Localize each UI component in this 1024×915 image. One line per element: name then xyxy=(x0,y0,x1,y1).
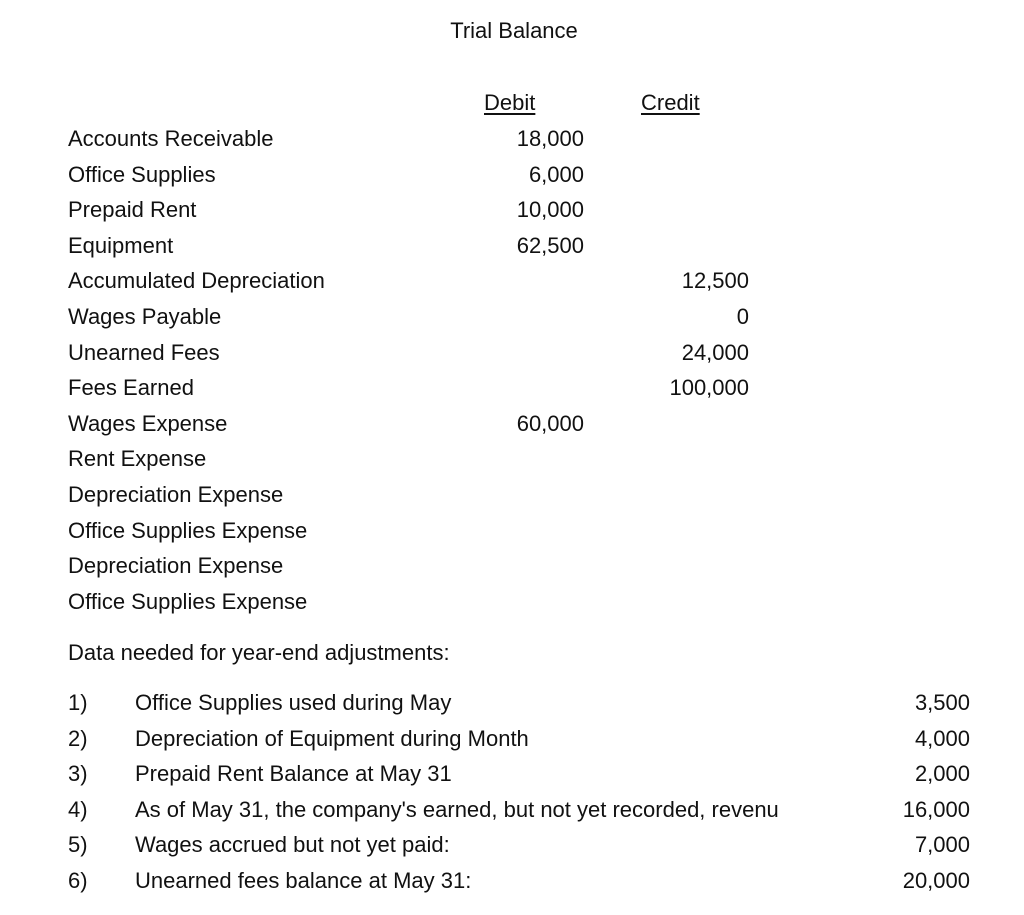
debit-amount: 18,000 xyxy=(516,126,584,151)
account-row-wages-expense xyxy=(0,406,1024,442)
adjustment-item xyxy=(0,756,1024,792)
adjustment-amount: 20,000 xyxy=(902,867,970,893)
account-name: Wages Payable xyxy=(68,303,222,329)
debit-amount: 62,500 xyxy=(516,232,584,258)
credit-amount: 100,000 xyxy=(669,375,749,401)
account-name: Fees Earned xyxy=(68,375,194,401)
account-name: Depreciation Expense xyxy=(68,553,284,579)
adjustments-list xyxy=(0,685,1024,899)
adjustment-description: Unearned fees balance at May 31: xyxy=(135,867,472,893)
adjustments-heading: Data needed for year-end adjustments: xyxy=(68,640,450,665)
adjustment-amount: 4,000 xyxy=(914,725,970,751)
account-row-office-supplies-expense xyxy=(0,513,1024,549)
adjustment-number: 4) xyxy=(68,796,88,822)
adjustment-number: 2) xyxy=(68,725,88,751)
adjustment-amount: 16,000 xyxy=(902,796,970,822)
adjustment-item xyxy=(0,792,1024,828)
account-name: Wages Expense xyxy=(68,410,228,436)
adjustment-number: 5) xyxy=(68,832,88,858)
adjustment-description: Prepaid Rent Balance at May 31 xyxy=(135,761,452,787)
debit-column-header: Debit xyxy=(484,90,536,115)
credit-amount: 0 xyxy=(736,303,749,329)
account-row-rent-expense xyxy=(0,441,1024,477)
adjustment-item xyxy=(0,863,1024,899)
adjustment-amount: 7,000 xyxy=(914,832,970,858)
account-name: Rent Expense xyxy=(68,446,207,472)
adjustment-amount: 2,000 xyxy=(914,761,970,787)
debit-amount: 10,000 xyxy=(516,197,584,223)
account-row-depreciation-expense-2 xyxy=(0,548,1024,584)
account-name: Unearned Fees xyxy=(68,339,220,365)
account-row-unearned-fees xyxy=(0,335,1024,371)
adjustment-description: Office Supplies used during May xyxy=(135,690,452,715)
debit-amount: 6,000 xyxy=(528,161,584,187)
adjustment-description: Wages accrued but not yet paid: xyxy=(135,832,450,858)
account-row-equipment xyxy=(0,228,1024,264)
account-row-accounts-receivable xyxy=(0,121,1024,157)
adjustment-item xyxy=(0,721,1024,757)
page-title: Trial Balance xyxy=(450,18,578,43)
account-row-office-supplies xyxy=(0,157,1024,193)
adjustment-number: 3) xyxy=(68,761,88,787)
account-name: Office Supplies Expense xyxy=(68,588,308,614)
trial-balance-table xyxy=(0,121,1024,619)
adjustment-number: 6) xyxy=(68,867,88,893)
account-name: Office Supplies xyxy=(68,161,216,187)
account-name: Prepaid Rent xyxy=(68,197,197,223)
adjustment-description: Depreciation of Equipment during Month xyxy=(135,725,529,751)
account-name: Accounts Receivable xyxy=(68,126,274,151)
adjustment-item xyxy=(0,827,1024,863)
account-name: Depreciation Expense xyxy=(68,481,284,507)
credit-amount: 12,500 xyxy=(681,268,749,294)
account-row-accumulated-depreciation xyxy=(0,263,1024,299)
account-name: Equipment xyxy=(68,232,174,258)
adjustment-amount: 3,500 xyxy=(914,690,970,715)
account-row-depreciation-expense xyxy=(0,477,1024,513)
debit-amount: 60,000 xyxy=(516,410,584,436)
adjustment-number: 1) xyxy=(68,690,88,715)
account-name: Accumulated Depreciation xyxy=(68,268,325,294)
adjustment-description: As of May 31, the company's earned, but not yet recorded, revenu xyxy=(135,796,779,822)
adjustment-item xyxy=(0,685,1024,721)
credit-column-header: Credit xyxy=(641,90,700,115)
credit-amount: 24,000 xyxy=(681,339,749,365)
account-name: Office Supplies Expense xyxy=(68,517,308,543)
account-row-fees-earned xyxy=(0,370,1024,406)
account-row-office-supplies-expense-2 xyxy=(0,584,1024,620)
account-row-prepaid-rent xyxy=(0,192,1024,228)
account-row-wages-payable xyxy=(0,299,1024,335)
